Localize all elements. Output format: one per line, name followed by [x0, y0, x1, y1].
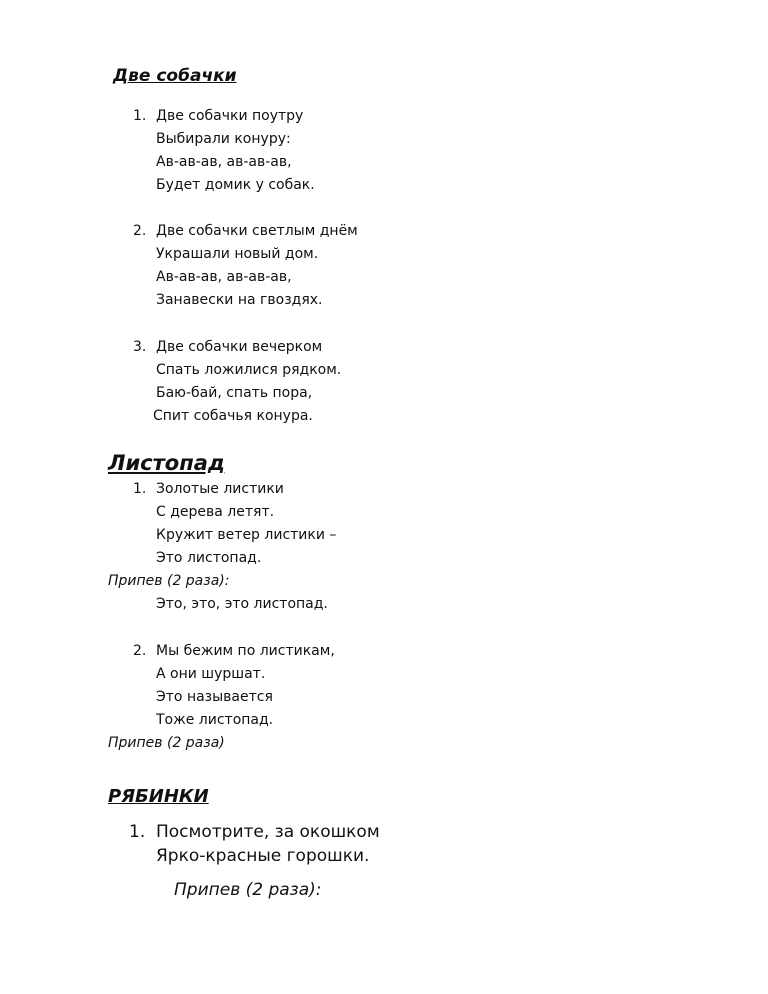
verse-line: Тоже листопад. — [156, 712, 274, 728]
verse-number: 3. — [133, 339, 147, 355]
verse-line: Это листопад. — [156, 550, 262, 566]
verse-line: Мы бежим по листикам, — [156, 643, 335, 659]
verse-line: Украшали новый дом. — [156, 246, 319, 262]
verse-line: Ярко-красные горошки. — [156, 846, 370, 866]
verse-number: 2. — [133, 643, 147, 659]
verse-line: Это называется — [156, 689, 273, 705]
verse-line: Посмотрите, за окошком — [156, 822, 380, 842]
verse-line: Кружит ветер листики – — [156, 527, 337, 543]
verse-line: Золотые листики — [156, 481, 284, 497]
verse-line: Выбирали конуру: — [156, 131, 291, 147]
verse-line: Ав-ав-ав, ав-ав-ав, — [156, 269, 292, 285]
verse-line: Занавески на гвоздях. — [156, 292, 323, 308]
verse-line: Две собачки вечерком — [156, 339, 323, 355]
verse-line: Две собачки светлым днём — [156, 223, 358, 239]
chorus-label: Припев (2 раза): — [108, 573, 230, 589]
verse-number: 1. — [133, 481, 147, 497]
song-title: Листопад — [108, 451, 225, 475]
verse-line: А они шуршат. — [156, 666, 266, 682]
chorus-line: Это, это, это листопад. — [156, 596, 328, 612]
verse-number: 1. — [133, 108, 147, 124]
chorus-label: Припев (2 раза): — [174, 880, 322, 900]
verse-number: 2. — [133, 223, 147, 239]
verse-number: 1. — [129, 822, 146, 842]
song-title: Две собачки — [113, 66, 237, 86]
verse-line: Две собачки поутру — [156, 108, 304, 124]
verse-line: С дерева летят. — [156, 504, 275, 520]
song-title: РЯБИНКИ — [108, 786, 209, 807]
verse-line: Спит собачья конура. — [153, 408, 313, 424]
verse-line: Ав-ав-ав, ав-ав-ав, — [156, 154, 292, 170]
verse-line: Будет домик у собак. — [156, 177, 315, 193]
verse-line: Баю-бай, спать пора, — [156, 385, 313, 401]
verse-line: Спать ложилися рядком. — [156, 362, 342, 378]
chorus-label: Припев (2 раза) — [108, 735, 225, 751]
